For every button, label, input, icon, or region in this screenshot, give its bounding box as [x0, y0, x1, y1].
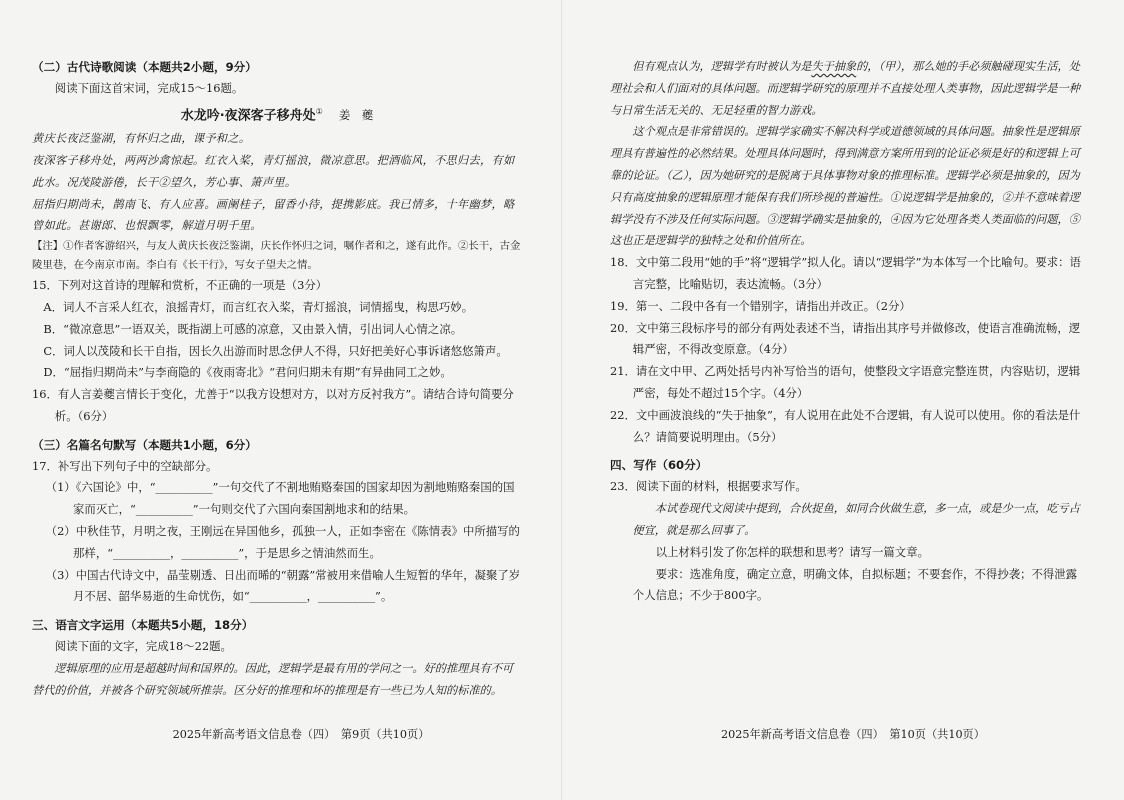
page-10 — [562, 0, 1124, 800]
question-17: 17．补写出下列句子中的空缺部分。 — [32, 458, 218, 473]
poem-title: 水龙吟·夜深客子移舟处 — [180, 108, 316, 124]
part-heading-language: 三、语言文字运用（本题共5小题，18分） — [32, 618, 254, 633]
passage-p2-rest: 的，（甲），那么她的手必须触碰现实生活，处理社会和人们面对的具体问题。而逻辑学研究的原理并不直接处理人类事物，因此逻辑学是一种与日常生活无关的、无足轻重的智力游戏。 — [610, 60, 1080, 117]
wavy-underlined-phrase: 失于抽象 — [811, 60, 857, 73]
question-16: 16．有人言姜夔言情长于变化，尤善于“以我方设想对方，以对方反衬我方”。请结合诗句简要分析。（6分） — [32, 387, 514, 423]
question-17-part-2: （2）中秋佳节，月明之夜，王刚远在异国他乡，孤独一人，正如李密在《陈情表》中所描写的那样，“__________，__________”，于是思乡之情油然而生。 — [45, 524, 520, 560]
section-heading-recitation: （三）名篇名句默写（本题共1小题，6分） — [32, 437, 257, 452]
question-21: 21．请在文中甲、乙两处括号内补写恰当的语句，使整段文字语意完整连贯，内容贴切，逻辑严密，每处不超过15个字。（4分） — [610, 364, 1081, 400]
language-instruction: 阅读下面的文字，完成18～22题。 — [54, 639, 232, 654]
passage-p2-start: 但有观点认为，逻辑学有时被认为是 — [632, 60, 812, 73]
passage-paragraph-3: 这个观点是非常错误的。逻辑学家确实不解决科学或道德领域的具体问题。抽象性是逻辑原理具有普遍性的必然结果。处理具体问题时，得到满意方案所用到的论证必须是好的和逻辑上可靠的论证。（乙），因为她研究的是脱离于具体事物对象的推理标准。逻辑学必须是抽象的，因为只有高度抽象的逻辑原理才能保有我们所珍视的普遍性。①说逻辑学是抽象的，②并不意味着逻辑学没有不涉及任何实际问题。③逻辑学确实是抽象的，④因为它处理各类人类面临的问题，⑤这也正是逻辑学的独特之处和价值所在。 — [610, 125, 1080, 248]
poem-annotation: 【注】①作者客游绍兴，与友人黄庆长夜泛鉴湖，庆长作怀归之词，嘱作者和之，遂有此作。②长干，古金陵里巷，在今南京市南。李白有《长干行》，写女子望夫之情。 — [32, 240, 521, 272]
writing-requirements: 要求：选准角度，确定立意，明确文体，自拟标题；不要套作，不得抄袭；不得泄露个人信息；不少于800字。 — [632, 566, 1078, 603]
poem-preface: 黄庆长夜泛鉴湖，有怀归之曲，课予和之。 — [32, 132, 251, 146]
part-heading-writing: 四、写作（60分） — [610, 458, 708, 473]
question-19: 19．第一、二段中各有一个错别字，请指出并改正。（2分） — [610, 298, 911, 313]
question-15-option-d: D．“屈指归期尚未”与李商隐的《夜雨寄北》“君问归期未有期”有异曲同工之妙。 — [43, 365, 452, 380]
poem-stanza-1: 夜深客子移舟处，两两沙禽惊起。红衣入桨，青灯摇浪，微凉意思。把酒临风，不思归去，有如此水。况茂陵游倦，长干②望久，芳心事、箫声里。 — [32, 153, 515, 189]
poem-stanza-2: 屈指归期尚未，鹊南飞、有人应喜。画阑桂子，留香小待，提携影底。我已情多，十年幽梦，略曾如此。甚谢郎、也恨飘零，解道月明千里。 — [32, 197, 515, 233]
question-20: 20．文中第三段标序号的部分有两处表述不当，请指出其序号并做修改，使语言准确流畅，逻辑严密，不得改变原意。（4分） — [610, 320, 1081, 357]
question-15-option-b: B．“微凉意思”一语双关，既指湖上可感的凉意，又由景入情，引出词人心情之凉。 — [43, 321, 463, 336]
question-23: 23．阅读下面的材料，根据要求写作。 — [610, 479, 807, 494]
page-footer-10: 2025年新高考语文信息卷（四） 第10页（共10页） — [721, 728, 985, 741]
passage-paragraph-1: 逻辑原理的应用是超越时间和国界的。因此，逻辑学是最有用的学问之一。好的推理具有不可替代的价值，并被各个研究领域所推崇。区分好的推理和坏的推理是有一些已为人知的标准的。 — [32, 662, 514, 697]
writing-material: 本试卷现代文阅读中提到，合伙捉鱼，如同合伙做生意，多一点，或是少一点，吃亏占便宜，就是那么回事了。 — [632, 502, 1080, 537]
question-15-option-a: A．词人不言采人红衣，浪摇青灯，而言红衣入桨，青灯摇浪，词情摇曳，构思巧妙。 — [43, 299, 474, 314]
writing-prompt: 以上材料引发了你怎样的联想和思考？请写一篇文章。 — [655, 544, 929, 559]
poem-title-footnote-mark: ① — [315, 106, 323, 116]
question-15: 15．下列对这首诗的理解和赏析，不正确的一项是（3分） — [32, 278, 328, 293]
poem-title-line — [32, 100, 522, 128]
poem-author: 姜 夔 — [338, 108, 374, 123]
question-17-part-1: （1）《六国论》中，“__________”一句交代了不割地贿赂秦国的国家却因为割地贿赂秦国的国家而灭亡，“__________”一句则交代了六国向秦国割地求和的结果。 — [45, 480, 515, 517]
question-15-option-c: C．词人以茂陵和长干自指，因长久出游而时思念伊人不得，只好把美好心事诉诸悠悠箫声。 — [43, 343, 508, 358]
page-footer-9: 2025年新高考语文信息卷（四） 第9页（共10页） — [172, 728, 430, 741]
section-heading-poetry: （二）古代诗歌阅读（本题共2小题，9分） — [32, 60, 257, 74]
passage-paragraph-2 — [610, 56, 1088, 121]
question-22: 22．文中画波浪线的“失于抽象”，有人说用在此处不合逻辑，有人说可以使用。你的看法是什么？请简要说明理由。（5分） — [610, 407, 1081, 444]
poetry-instruction: 阅读下面这首宋词，完成15～16题。 — [54, 81, 244, 95]
question-18: 18．文中第二段用“她的手”将“逻辑学”拟人化。请以“逻辑学”为本体写一个比喻句。要求：语言完整，比喻贴切，表达流畅。（3分） — [610, 255, 1081, 291]
question-17-part-3: （3）中国古代诗文中，晶莹剔透、日出而晞的“朝露”常被用来借喻人生短暂的华年，凝聚了岁月不居、韶华易逝的生命忧伤，如“__________，__________”。 — [45, 567, 521, 604]
